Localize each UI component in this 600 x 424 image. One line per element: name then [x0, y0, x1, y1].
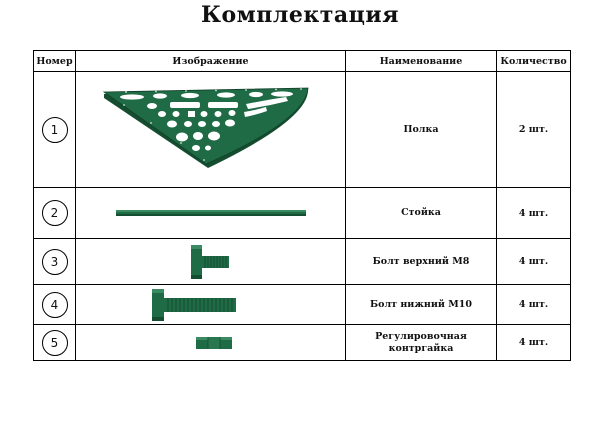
bolt-m10-icon: [142, 288, 242, 322]
item-quantity: 2 шт.: [497, 72, 571, 188]
page-title: Комплектация: [200, 2, 399, 28]
table-row: [34, 325, 571, 361]
table-row: [34, 188, 571, 239]
row-number-cell: [34, 325, 76, 361]
table-row: [34, 72, 571, 188]
kit-table: [33, 50, 571, 361]
item-quantity: 4 шт.: [497, 239, 571, 285]
image-cell: [76, 285, 346, 325]
header-name: Наименование: [346, 51, 497, 72]
item-name: Полка: [346, 72, 497, 188]
item-quantity: 4 шт.: [497, 188, 571, 239]
bolt-m8-icon: [177, 243, 237, 281]
image-cell: [76, 72, 346, 188]
item-name: Болт нижний М10: [346, 285, 497, 325]
header-image: Изображение: [76, 51, 346, 72]
row-number: 3: [42, 249, 68, 275]
row-number: 1: [42, 117, 68, 143]
row-number-cell: [34, 188, 76, 239]
row-number-cell: [34, 72, 76, 188]
table-row: [34, 285, 571, 325]
item-name: Стойка: [346, 188, 497, 239]
rod-icon: [111, 208, 311, 218]
item-quantity: 4 шт.: [497, 285, 571, 325]
row-number-cell: [34, 285, 76, 325]
shelf-icon: [96, 80, 326, 180]
table-row: [34, 239, 571, 285]
nut-icon: [194, 336, 234, 350]
item-name: Болт верхний М8: [346, 239, 497, 285]
image-cell: [76, 239, 346, 285]
image-cell: [76, 188, 346, 239]
header-quantity: Количество: [497, 51, 571, 72]
item-quantity: 4 шт.: [497, 325, 571, 361]
row-number: 4: [42, 292, 68, 318]
row-number: 5: [42, 330, 68, 356]
header-number: Номер: [34, 51, 76, 72]
image-cell: [76, 325, 346, 361]
item-name: Регулировочная контргайка: [346, 325, 497, 361]
table-header-row: [34, 51, 571, 72]
row-number: 2: [42, 200, 68, 226]
row-number-cell: [34, 239, 76, 285]
